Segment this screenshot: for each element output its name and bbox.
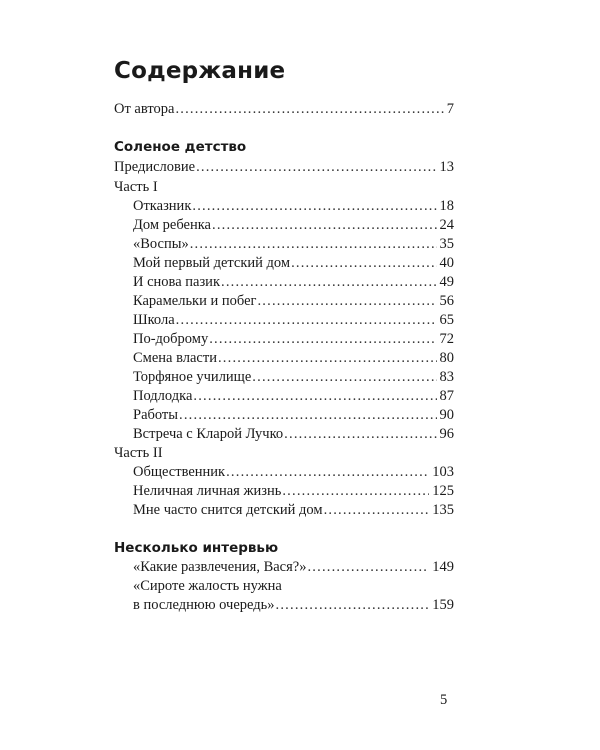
dot-leader [221,272,437,292]
dot-leader [218,348,437,368]
toc-entry-label: в последнюю очередь» [133,597,275,613]
toc-entry-page: 90 [439,407,454,423]
toc-entry-page: 87 [439,388,454,404]
toc-entry-label: Подлодка [133,388,193,404]
toc-entry[interactable] [133,405,454,425]
toc-entry[interactable] [133,462,454,482]
page-number: 5 [440,692,448,708]
dot-leader [176,310,437,330]
dot-leader [282,481,429,501]
dot-leader [276,595,430,615]
toc-entry-label: Торфяное училище [133,369,252,385]
dot-leader [179,405,436,425]
toc-entry-label-line1: «Сироте жалость нужна [133,578,282,594]
toc-entry-page: 56 [439,293,454,309]
toc-entry-page: 149 [432,559,454,575]
toc-entry[interactable] [133,215,454,235]
toc-entry[interactable] [133,424,454,444]
toc-entry[interactable] [133,196,454,216]
toc-entry-label: Карамельки и побег [133,293,257,309]
part-label-2: Часть II [114,445,163,461]
dot-leader [324,500,430,520]
dot-leader [257,291,436,311]
dot-leader [193,386,436,406]
toc-entry-page: 96 [439,426,454,442]
toc-entry-page: 49 [439,274,454,290]
dot-leader [192,196,436,216]
toc-entry-label: Дом ребенка [133,217,211,233]
toc-entry[interactable] [133,367,454,387]
toc-entry-label: Школа [133,312,175,328]
dot-leader [196,157,436,177]
dot-leader [291,253,436,273]
dot-leader [252,367,436,387]
toc-entry-label: Отказник [133,198,192,214]
toc-entry-label: Мне часто снится детский дом [133,502,323,518]
toc-entry-page: 80 [439,350,454,366]
toc-entry-preface[interactable] [114,157,454,177]
toc-entry-label: Неличная личная жизнь [133,483,282,499]
toc-entry-label: И снова пазик [133,274,220,290]
toc-entry-label: «Воспы» [133,236,189,252]
toc-entry-label: Работы [133,407,179,423]
toc-entry[interactable] [133,348,454,368]
dot-leader [175,99,443,119]
toc-entry-label: По-доброму [133,331,209,347]
dot-leader [190,234,437,254]
dot-leader [284,424,436,444]
part-label-1: Часть I [114,179,158,195]
toc-entry[interactable] [133,253,454,273]
toc-entry-label: Мой первый детский дом [133,255,291,271]
toc-entry[interactable] [133,234,454,254]
toc-entry[interactable] [133,557,454,577]
toc-entry-label: Смена власти [133,350,217,366]
toc-entry-label: От автора [114,101,175,117]
toc-entry-page: 7 [446,101,454,117]
toc-entry[interactable] [133,500,454,520]
section-heading-salty-childhood: Соленое детство [114,139,247,155]
page-title: Содержание [114,58,286,84]
toc-entry-label: Встреча с Кларой Лучко [133,426,284,442]
toc-entry-page: 135 [432,502,454,518]
toc-entry[interactable] [133,481,454,501]
toc-entry-label: «Какие развлечения, Вася?» [133,559,307,575]
toc-entry-label: Общественник [133,464,226,480]
section-heading-interviews: Несколько интервью [114,540,279,556]
toc-entry-page: 18 [439,198,454,214]
dot-leader [226,462,429,482]
toc-entry-label: Предисловие [114,159,196,175]
toc-entry-page: 83 [439,369,454,385]
toc-entry[interactable] [133,595,454,615]
toc-entry[interactable] [133,310,454,330]
toc-entry-page: 159 [432,597,454,613]
toc-entry-page: 13 [439,159,454,175]
toc-entry-page: 65 [439,312,454,328]
dot-leader [209,329,436,349]
toc-entry-page: 35 [439,236,454,252]
toc-entry-page: 24 [439,217,454,233]
toc-entry-page: 72 [439,331,454,347]
toc-entry[interactable] [133,272,454,292]
toc-entry-from-author[interactable] [114,99,454,119]
toc-entry[interactable] [133,291,454,311]
dot-leader [212,215,437,235]
dot-leader [307,557,429,577]
toc-entry-page: 40 [439,255,454,271]
toc-entry-page: 125 [432,483,454,499]
toc-entry[interactable] [133,386,454,406]
toc-entry-page: 103 [432,464,454,480]
toc-entry[interactable] [133,329,454,349]
